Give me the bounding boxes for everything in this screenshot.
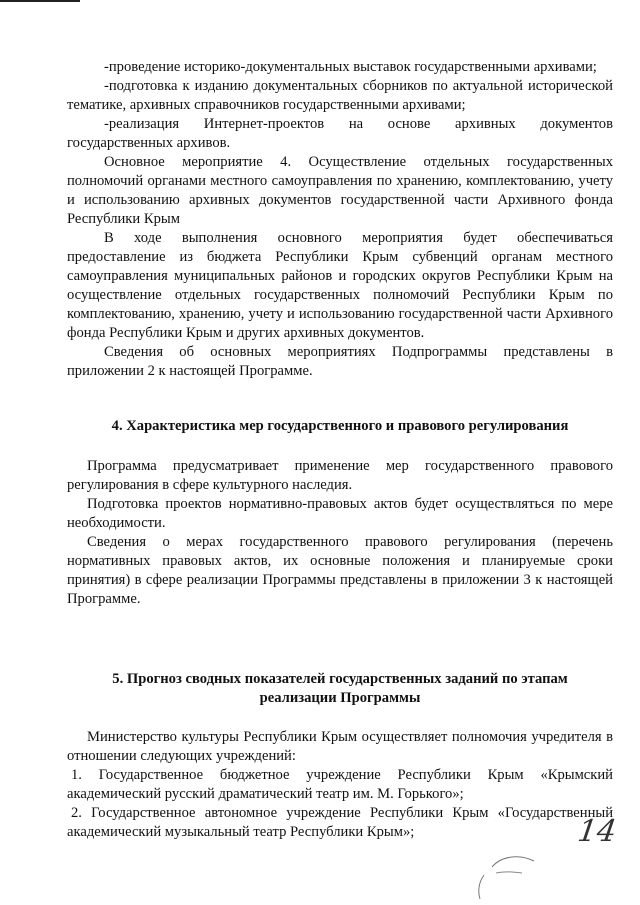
- paragraph-regulation: Программа предусматривает применение мер государственного правового регулирования в сфере культурного наследия.: [67, 458, 613, 493]
- page-number: 14: [575, 814, 619, 849]
- section-5-heading-line2: реализации Программы: [259, 690, 421, 706]
- paragraph-internet-projects: -реализация Интернет-проектов на основе архивных документов государственных архивов.: [67, 116, 613, 151]
- paragraph-draft-acts: Подготовка проектов нормативно-правовых актов будет осуществляться по мере необходимости.: [67, 496, 613, 531]
- list-item-gorky-theatre: 1. Государственное бюджетное учреждение Республики Крым «Крымский академический русский драматический театр им. М. Горького»;: [67, 767, 613, 802]
- paragraph-publications: -подготовка к изданию документальных сборников по актуальной исторической тематике, архивных справочников государственными архивами;: [67, 78, 613, 113]
- paragraph-exhibitions: -проведение историко-документальных выставок государственными архивами;: [104, 59, 597, 75]
- section-4-heading: 4. Характеристика мер государственного и правового регулирования: [111, 418, 569, 434]
- paragraph-appendix-2: Сведения об основных мероприятиях Подпрограммы представлены в приложении 2 к настоящей Программе.: [67, 344, 613, 379]
- signature-scribble: [470, 845, 550, 900]
- paragraph-ministry: Министерство культуры Республики Крым осуществляет полномочия учредителя в отношении следующих учреждений:: [67, 729, 613, 764]
- list-item-music-theatre: 2. Государственное автономное учреждение Республики Крым «Государственный академический музыкальный театр Республики Крым»;: [67, 805, 613, 840]
- section-5-heading-line1: 5. Прогноз сводных показателей государственных заданий по этапам: [112, 671, 568, 687]
- top-rule: [0, 0, 80, 2]
- paragraph-main-activity-4: Основное мероприятие 4. Осуществление отдельных государственных полномочий органами местного самоуправления по хранению, комплектованию, учету и использованию архивных документов государственной части Архивного фонда Республики Крым: [67, 154, 613, 227]
- document-page: [67, 58, 613, 842]
- section-5-heading: [67, 670, 613, 708]
- paragraph-subventions: В ходе выполнения основного мероприятия будет обеспечиваться предоставление из бюджета Республики Крым субвенций органам местного самоуправления муниципальных районов и городских округов Республики Крым на осуществление отдельных государственных полномочий Республики Крым по комплектованию, хранению, учету и использованию государственной части Архивного фонда Республики Крым и других архивных документов.: [67, 230, 613, 341]
- paragraph-appendix-3: Сведения о мерах государственного правового регулирования (перечень нормативных правовых актов, их основные положения и планируемые сроки принятия) в сфере реализации Программы представлены в приложении 3 к настоящей Программе.: [67, 534, 613, 607]
